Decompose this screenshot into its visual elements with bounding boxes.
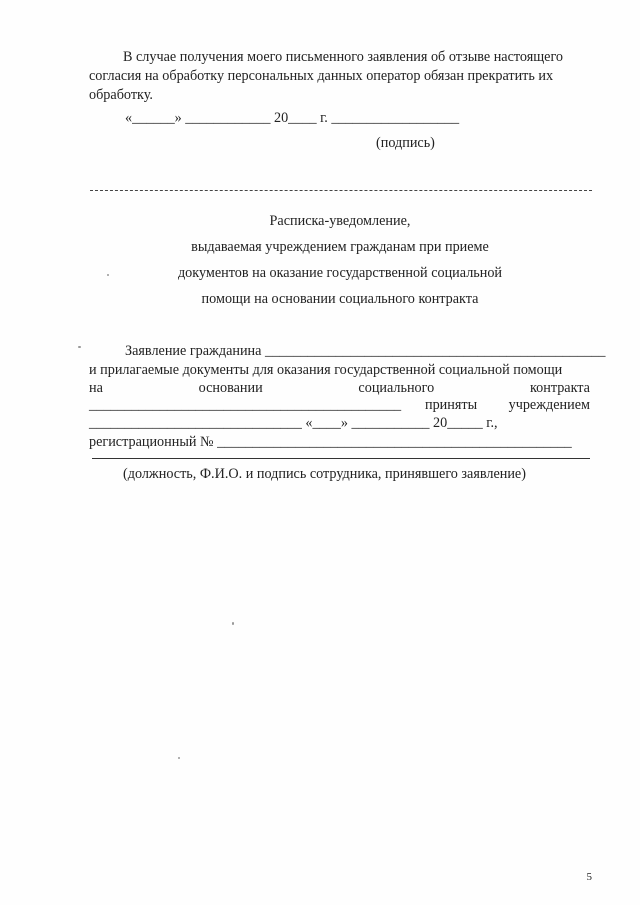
staff-signature-caption: (должность, Ф.И.О. и подпись сотрудника, принявшего заявление) xyxy=(123,466,526,482)
scan-speck xyxy=(232,622,234,625)
receipt-title-4: помощи на основании социального контракта xyxy=(201,291,479,307)
receipt-blank-field: ____________________________________________ xyxy=(89,397,402,413)
receipt-applicant-line: Заявление гражданина ________________________________________________ xyxy=(125,343,606,359)
receipt-date-line: ______________________________ «____» ___________ 20_____ г., xyxy=(89,415,498,431)
consent-date-line: «______» ____________ 20____ г. __________________ xyxy=(125,110,460,126)
word-prinyaty: приняты xyxy=(425,397,478,413)
receipt-title-1: Расписка-уведомление, xyxy=(269,213,411,229)
consent-line-3: обработку. xyxy=(89,87,153,103)
signature-fill-line xyxy=(92,458,590,459)
consent-line-2: согласия на обработку персональных данных оператор обязан прекратить их xyxy=(89,68,554,84)
receipt-title-2: выдаваемая учреждением гражданам при приеме xyxy=(191,239,489,255)
word-na: на xyxy=(89,380,103,396)
signature-caption: (подпись) xyxy=(376,135,435,151)
word-uchrezhdeniem: учреждением xyxy=(508,397,590,413)
scan-speck xyxy=(178,757,180,759)
receipt-registration-line: регистрационный № __________________________________________________ xyxy=(89,434,572,450)
receipt-accepted-line xyxy=(425,396,590,415)
cut-line-separator xyxy=(90,190,592,191)
scan-speck xyxy=(107,274,109,276)
receipt-documents-line: и прилагаемые документы для оказания государственной социальной помощи xyxy=(89,362,563,378)
word-kontrakta: контракта xyxy=(529,380,590,396)
word-osnovanii: основании xyxy=(198,380,263,396)
word-socialnogo: социального xyxy=(358,380,435,396)
page-number: 5 xyxy=(586,871,592,883)
scan-speck xyxy=(78,346,81,348)
consent-line-1: В случае получения моего письменного заявления об отзыве настоящего xyxy=(123,49,564,65)
receipt-title-3: документов на оказание государственной социальной xyxy=(177,265,503,281)
